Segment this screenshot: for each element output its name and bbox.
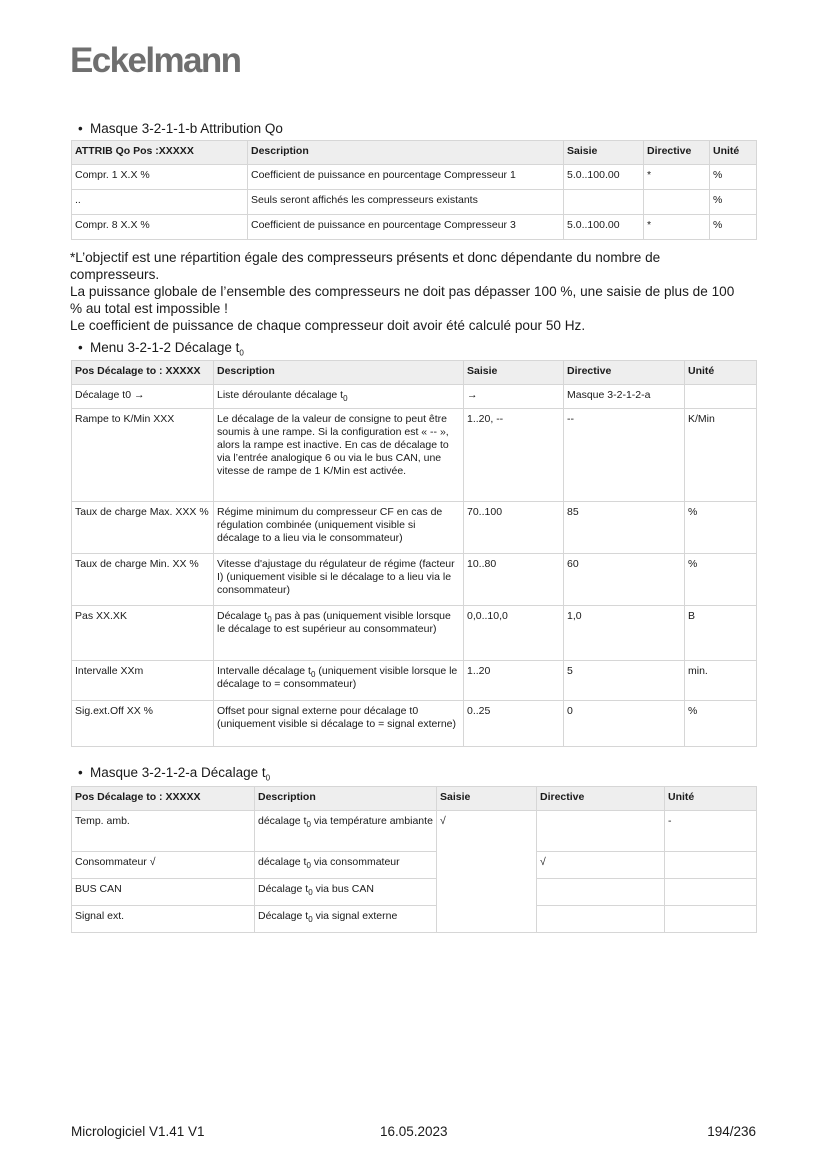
- table-cell: décalage $t_0$ via consommateur: [255, 852, 437, 879]
- table-cell: BUS CAN: [72, 879, 255, 906]
- table-cell: B: [685, 606, 757, 661]
- table-cell: *: [644, 165, 710, 190]
- column-header: Directive: [644, 141, 710, 165]
- table-cell: Offset pour signal externe pour décalage t0 (uniquement visible si décalage to = signal externe): [214, 701, 464, 747]
- table-cell: Compr. 8 X.X %: [72, 215, 248, 240]
- table-cell: Coefficient de puissance en pourcentage Compresseur 3: [248, 215, 564, 240]
- table-row: [72, 502, 757, 554]
- table-cell: %: [685, 502, 757, 554]
- column-header: Directive: [564, 361, 685, 385]
- table-cell: √: [537, 852, 665, 879]
- note-line: Le coefficient de puissance de chaque compresseur doit avoir été calculé pour 50 Hz.: [70, 318, 586, 333]
- table-cell: Décalage $t_0$ via bus CAN: [255, 879, 437, 906]
- section-heading-masque-decalage: • Masque 3-2-1-2-a Décalage $t_0$: [78, 765, 271, 783]
- table-row: [72, 409, 757, 502]
- table-cell: --: [564, 409, 685, 502]
- table-row: [72, 879, 757, 906]
- table-cell: Le décalage de la valeur de consigne to peut être soumis à une rampe. Si la configuration est « -- », alors la rampe est inactive. En cas de décalage to via l’entrée analogique 6 ou via le bus CAN, une vitesse de rampe de 1 K/Min est activée.: [214, 409, 464, 502]
- table-cell: %: [710, 215, 757, 240]
- table-row: [72, 906, 757, 933]
- table-row: [72, 190, 757, 215]
- column-header: Pos Décalage to : XXXXX: [72, 787, 255, 811]
- column-header: Saisie: [564, 141, 644, 165]
- company-logo: Eckelmann: [70, 41, 241, 80]
- table-row: [72, 701, 757, 747]
- table-cell: décalage $t_0$ via température ambiante: [255, 811, 437, 852]
- table-cell: Vitesse d'ajustage du régulateur de régime (facteur I) (uniquement visible si le décalage to a lieu via le consommateur): [214, 554, 464, 606]
- table-header-row: [72, 787, 757, 811]
- column-header: Saisie: [437, 787, 537, 811]
- table-cell: 0..25: [464, 701, 564, 747]
- column-header: ATTRIB Qo Pos :XXXXX: [72, 141, 248, 165]
- note-paragraph: [70, 249, 750, 334]
- column-header: Saisie: [464, 361, 564, 385]
- table-cell: %: [685, 701, 757, 747]
- table-cell: 70..100: [464, 502, 564, 554]
- table-cell: Compr. 1 X.X %: [72, 165, 248, 190]
- footer-firmware-version: Micrologiciel V1.41 V1: [71, 1124, 205, 1139]
- menu-decalage-table: [71, 360, 757, 747]
- table-row: [72, 554, 757, 606]
- table-cell: Taux de charge Max. XXX %: [72, 502, 214, 554]
- table-cell: Signal ext.: [72, 906, 255, 933]
- table-cell: Pas XX.XK: [72, 606, 214, 661]
- column-header: Description: [214, 361, 464, 385]
- table-cell: Intervalle XXm: [72, 661, 214, 701]
- table-cell: %: [685, 554, 757, 606]
- table-cell: [564, 190, 644, 215]
- table-cell: ..: [72, 190, 248, 215]
- bullet-icon: •: [78, 121, 83, 136]
- bullet-icon: •: [78, 765, 83, 780]
- footer-page-number: 194/236: [707, 1124, 756, 1139]
- table-cell: Décalage $t_0$ via signal externe: [255, 906, 437, 933]
- section-heading-menu-decalage: • Menu 3-2-1-2 Décalage $t_0$: [78, 340, 244, 358]
- table-cell: [665, 879, 757, 906]
- table-row: [72, 811, 757, 852]
- table-cell: 1..20: [464, 661, 564, 701]
- table-cell: Sig.ext.Off XX %: [72, 701, 214, 747]
- note-line: *L’objectif est une répartition égale des compresseurs présents et donc dépendante du nombre de compresseurs.: [70, 250, 661, 282]
- note-line: La puissance globale de l’ensemble des compresseurs ne doit pas dépasser 100 %, une saisie de plus de 100 % au total est impossible !: [70, 284, 735, 316]
- table-cell: [685, 385, 757, 409]
- column-header: Description: [248, 141, 564, 165]
- table-cell: Seuls seront affichés les compresseurs existants: [248, 190, 564, 215]
- table-cell: Consommateur √: [72, 852, 255, 879]
- table-cell: Taux de charge Min. XX %: [72, 554, 214, 606]
- table-cell: Rampe to K/Min XXX: [72, 409, 214, 502]
- table-cell: [665, 852, 757, 879]
- table-row: [72, 852, 757, 879]
- table-header-row: [72, 141, 757, 165]
- table-cell: Décalage t0 →: [72, 385, 214, 409]
- table-cell: min.: [685, 661, 757, 701]
- table-row: [72, 606, 757, 661]
- table-cell: %: [710, 190, 757, 215]
- table-cell: 0: [564, 701, 685, 747]
- table-row: [72, 661, 757, 701]
- table-row: [72, 165, 757, 190]
- table-cell: →: [464, 385, 564, 409]
- table-cell: Décalage $t_0$ pas à pas (uniquement visible lorsque le décalage to est supérieur au consommateur): [214, 606, 464, 661]
- footer-date: 16.05.2023: [380, 1124, 448, 1139]
- table-cell: [537, 811, 665, 852]
- table-cell: √: [437, 811, 537, 933]
- table-cell: [644, 190, 710, 215]
- table-cell: Intervalle décalage $t_0$ (uniquement visible lorsque le décalage to = consommateur): [214, 661, 464, 701]
- column-header: Unité: [685, 361, 757, 385]
- attribution-qo-table: [71, 140, 757, 240]
- table-cell: Masque 3-2-1-2-a: [564, 385, 685, 409]
- table-cell: 1,0: [564, 606, 685, 661]
- table-cell: 0,0..10,0: [464, 606, 564, 661]
- table-cell: Coefficient de puissance en pourcentage Compresseur 1: [248, 165, 564, 190]
- table-cell: 85: [564, 502, 685, 554]
- section-heading-attribution-qo: • Masque 3-2-1-1-b Attribution Qo: [78, 121, 283, 136]
- table-cell: 5.0..100.00: [564, 165, 644, 190]
- column-header: Pos Décalage to : XXXXX: [72, 361, 214, 385]
- table-cell: %: [710, 165, 757, 190]
- table-cell: [665, 906, 757, 933]
- table-cell: Liste déroulante décalage $t_0$: [214, 385, 464, 409]
- table-cell: 60: [564, 554, 685, 606]
- column-header: Description: [255, 787, 437, 811]
- column-header: Unité: [710, 141, 757, 165]
- table-cell: 1..20, --: [464, 409, 564, 502]
- column-header: Unité: [665, 787, 757, 811]
- table-cell: [537, 879, 665, 906]
- table-cell: Régime minimum du compresseur CF en cas de régulation combinée (uniquement visible si décalage to a lieu via le consommateur): [214, 502, 464, 554]
- bullet-icon: •: [78, 340, 83, 355]
- table-cell: Temp. amb.: [72, 811, 255, 852]
- table-cell: 10..80: [464, 554, 564, 606]
- table-header-row: [72, 361, 757, 385]
- table-cell: -: [665, 811, 757, 852]
- table-cell: K/Min: [685, 409, 757, 502]
- table-row: [72, 385, 757, 409]
- table-cell: 5: [564, 661, 685, 701]
- table-cell: [537, 906, 665, 933]
- table-cell: *: [644, 215, 710, 240]
- column-header: Directive: [537, 787, 665, 811]
- masque-decalage-table: [71, 786, 757, 933]
- table-cell: 5.0..100.00: [564, 215, 644, 240]
- table-row: [72, 215, 757, 240]
